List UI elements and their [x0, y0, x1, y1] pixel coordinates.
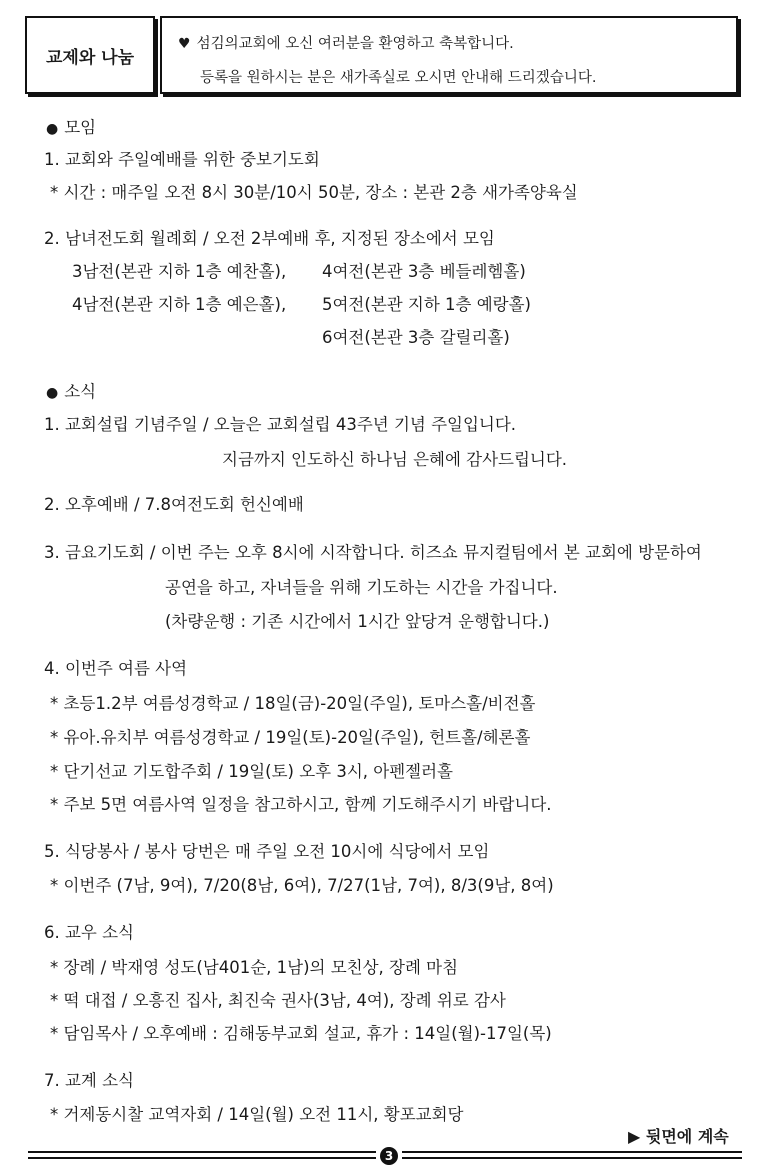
news-item-4-b: * 유아.유치부 여름성경학교 / 19일(토)-20일(주일), 헌트홀/헤론홀 — [50, 728, 531, 747]
page-number: 3 — [380, 1147, 398, 1165]
news-item-3-note: (차량운행 : 기존 시간에서 1시간 앞당겨 운행합니다.) — [165, 612, 550, 631]
welcome-line-1 — [178, 32, 514, 53]
gathering-room-5w: 5여전(본관 지하 1층 예랑홀) — [322, 295, 531, 314]
news-item-6-a: * 장례 / 박재영 성도(남401순, 1남)의 모친상, 장례 마침 — [50, 958, 459, 977]
news-item-1: 1. 교회설립 기념주일 / 오늘은 교회설립 43주년 기념 주일입니다. — [44, 415, 517, 434]
section-title: 교제와 나눔 — [25, 16, 155, 94]
gathering-room-3m: 3남전(본관 지하 1층 예찬홀), — [72, 262, 287, 281]
news-item-5-a: * 이번주 (7남, 9여), 7/20(8남, 6여), 7/27(1남, 7여), 8/3(9남, 8여) — [50, 876, 554, 895]
gathering-heading — [46, 118, 96, 139]
news-item-6-b: * 떡 대접 / 오흥진 집사, 최진숙 권사(3남, 4여), 장례 위로 감사 — [50, 991, 506, 1010]
gathering-item-1-detail: * 시간 : 매주일 오전 8시 30분/10시 50분, 장소 : 본관 2층 새가족양육실 — [50, 183, 578, 202]
news-item-7-a: * 거제동시찰 교역자회 / 14일(월) 오전 11시, 황포교회당 — [50, 1105, 464, 1124]
news-item-3-cont: 공연을 하고, 자녀들을 위해 기도하는 시간을 가집니다. — [165, 578, 558, 597]
news-item-4-a: * 초등1.2부 여름성경학교 / 18일(금)-20일(주일), 토마스홀/비전홀 — [50, 694, 536, 713]
continue-notice: ▶ 뒷면에 계속 — [628, 1127, 729, 1146]
gathering-room-4w: 4여전(본관 3층 베들레헴홀) — [322, 262, 526, 281]
news-item-4-c: * 단기선교 기도합주회 / 19일(토) 오후 3시, 아펜젤러홀 — [50, 762, 453, 781]
news-heading — [46, 382, 96, 403]
footer-divider-right — [402, 1151, 742, 1153]
news-item-4-d: * 주보 5면 여름사역 일정을 참고하시고, 함께 기도해주시기 바랍니다. — [50, 795, 552, 814]
gathering-item-2: 2. 남녀전도회 월례회 / 오전 2부예배 후, 지정된 장소에서 모임 — [44, 229, 495, 248]
gathering-room-6w: 6여전(본관 3층 갈릴리홀) — [322, 328, 510, 347]
gathering-item-1: 1. 교회와 주일예배를 위한 중보기도회 — [44, 150, 320, 169]
gathering-heading-text: 모임 — [64, 118, 97, 137]
news-item-6-c: * 담임목사 / 오후예배 : 김해동부교회 설교, 휴가 : 14일(월)-17일(목) — [50, 1024, 552, 1043]
welcome-line-2: 등록을 원하시는 분은 새가족실로 오시면 안내해 드리겠습니다. — [200, 70, 597, 86]
news-item-5: 5. 식당봉사 / 봉사 당번은 매 주일 오전 10시에 식당에서 모임 — [44, 842, 490, 861]
news-item-1-cont: 지금까지 인도하신 하나님 은혜에 감사드립니다. — [222, 450, 568, 469]
footer-divider-left — [28, 1151, 376, 1153]
welcome-box — [160, 16, 738, 94]
news-heading-text: 소식 — [64, 382, 97, 401]
bullet-icon: ● — [46, 121, 59, 137]
footer-divider-left-2 — [28, 1157, 376, 1159]
news-item-2: 2. 오후예배 / 7.8여전도회 헌신예배 — [44, 495, 304, 514]
footer-divider-right-2 — [402, 1157, 742, 1159]
bullet-icon: ● — [46, 385, 59, 401]
welcome-text-1: 섬김의교회에 오신 여러분을 환영하고 축복합니다. — [196, 36, 514, 52]
news-item-6: 6. 교우 소식 — [44, 923, 134, 942]
news-item-7: 7. 교계 소식 — [44, 1071, 134, 1090]
news-item-3: 3. 금요기도회 / 이번 주는 오후 8시에 시작합니다. 히즈쇼 뮤지컬팀에서 본 교회에 방문하여 — [44, 543, 702, 562]
heart-icon: ♥ — [178, 36, 191, 52]
gathering-room-4m: 4남전(본관 지하 1층 예은홀), — [72, 295, 287, 314]
news-item-4: 4. 이번주 여름 사역 — [44, 659, 188, 678]
